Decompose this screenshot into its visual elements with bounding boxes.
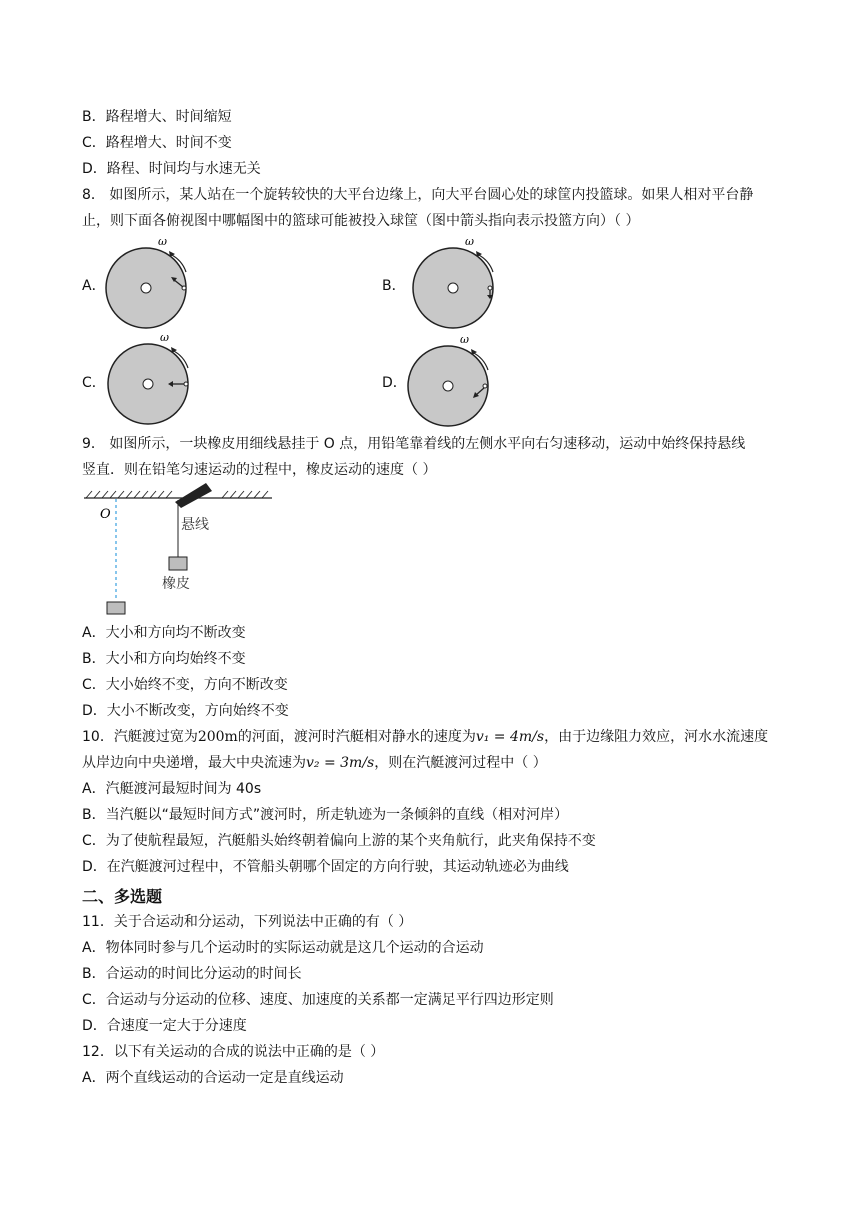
q12-stem: 12．以下有关运动的合成的说法中正确的是（ ） bbox=[82, 1044, 385, 1060]
q8-label-a: A． bbox=[82, 278, 106, 294]
omega-label: ω bbox=[460, 333, 469, 346]
q9-stem-line2: 竖直．则在铅笔匀速运动的过程中，橡皮运动的速度（ ） bbox=[82, 462, 437, 478]
q9-option-d: D．大小不断改变，方向始终不变 bbox=[82, 703, 289, 719]
q11-option-a: A．物体同时参与几个运动时的实际运动就是这几个运动的合运动 bbox=[82, 940, 484, 956]
q9-stem-line1: 9． 如图所示，一块橡皮用细线悬挂于 O 点，用铅笔靠着线的左侧水平向右匀速移动，运动中始终保持悬线 bbox=[82, 436, 746, 452]
q8-stem-line1: 8． 如图所示，某人站在一个旋转较快的大平台边缘上，向大平台圆心处的球筐内投篮球。如果人相对平台静 bbox=[82, 187, 754, 203]
q11-option-d: D．合速度一定大于分速度 bbox=[82, 1018, 247, 1034]
q8-label-c: C． bbox=[82, 375, 106, 391]
q9-option-a: A．大小和方向均不断改变 bbox=[82, 625, 246, 641]
q10-text: 从岸边向中央递增，最大中央流速为 bbox=[82, 755, 306, 771]
hanging-line-label: 悬线 bbox=[181, 517, 209, 533]
q10-text: ，则在汽艇渡河过程中（ ） bbox=[374, 755, 547, 771]
q8-figure-c bbox=[100, 330, 200, 430]
q11-option-c: C．合运动与分运动的位移、速度、加速度的关系都一定满足平行四边形定则 bbox=[82, 992, 554, 1008]
q10-stem-line2 bbox=[82, 753, 547, 773]
section-title: 二、多选题 bbox=[82, 887, 163, 906]
q9-option-b: B．大小和方向均始终不变 bbox=[82, 651, 246, 667]
q10-option-a: A．汽艇渡河最短时间为 40s bbox=[82, 781, 262, 797]
q12-option-a: A．两个直线运动的合运动一定是直线运动 bbox=[82, 1070, 344, 1086]
v2-value: v₂ = 3m/s bbox=[306, 755, 375, 771]
q7-option-d: D．路程、时间均与水速无关 bbox=[82, 161, 261, 177]
q10-text: ，由于边缘阻力效应，河水水流速度 bbox=[544, 729, 769, 745]
point-o-label: O bbox=[100, 507, 111, 522]
q8-figure-b bbox=[405, 232, 505, 332]
q8-label-b: B． bbox=[382, 278, 406, 294]
q10-option-d: D．在汽艇渡河过程中，不管船头朝哪个固定的方向行驶，其运动轨迹必为曲线 bbox=[82, 859, 569, 875]
q10-option-b: B．当汽艇以“最短时间方式”渡河时，所走轨迹为一条倾斜的直线（相对河岸） bbox=[82, 807, 569, 823]
q8-label-d: D． bbox=[382, 375, 407, 391]
omega-label: ω bbox=[160, 331, 169, 344]
omega-label: ω bbox=[465, 235, 474, 248]
q10-stem-line1 bbox=[82, 727, 768, 747]
q7-option-b: B．路程增大、时间缩短 bbox=[82, 109, 232, 125]
q11-stem: 11．关于合运动和分运动，下列说法中正确的有（ ） bbox=[82, 914, 413, 930]
q9-figure bbox=[82, 482, 282, 618]
q7-option-c: C．路程增大、时间不变 bbox=[82, 135, 232, 151]
q10-option-c: C．为了使航程最短，汽艇船头始终朝着偏向上游的某个夹角航行，此夹角保持不变 bbox=[82, 833, 596, 849]
q8-figure-d bbox=[400, 330, 500, 430]
q10-text: 的河面，渡河时汽艇相对静水的速度为 bbox=[237, 729, 476, 745]
q8-stem-line2: 止，则下面各俯视图中哪幅图中的篮球可能被投入球筐（图中箭头指向表示投篮方向）（ ） bbox=[82, 213, 640, 229]
q8-figure-a bbox=[100, 232, 200, 332]
omega-label: ω bbox=[158, 235, 167, 248]
q11-option-b: B．合运动的时间比分运动的时间长 bbox=[82, 966, 302, 982]
v1-value: v₁ = 4m/s bbox=[475, 729, 545, 745]
river-width: 200m bbox=[197, 729, 238, 745]
q10-text: 10．汽艇渡过宽为 bbox=[82, 729, 198, 745]
eraser-label: 橡皮 bbox=[162, 576, 190, 592]
q9-option-c: C．大小始终不变，方向不断改变 bbox=[82, 677, 288, 693]
